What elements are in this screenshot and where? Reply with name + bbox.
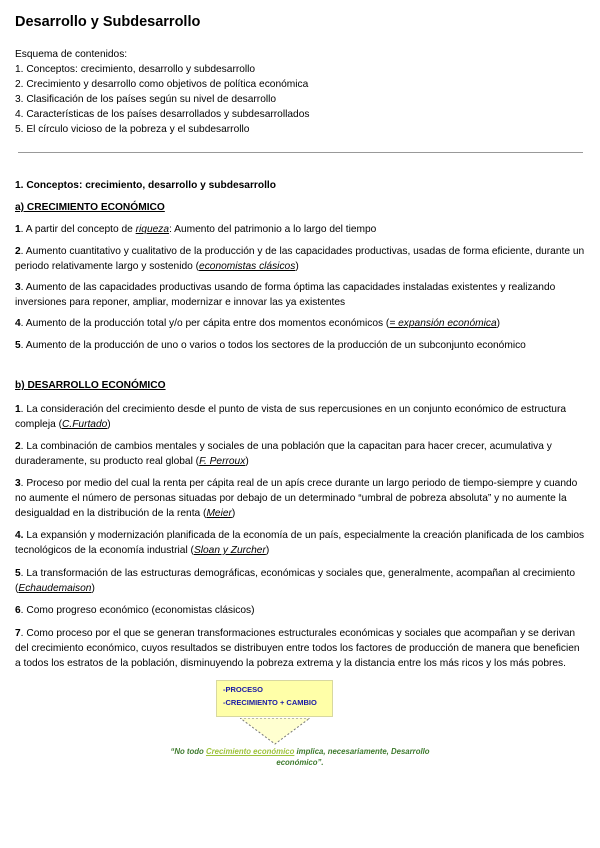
toc-item: 2. Crecimiento y desarrollo como objetivos de política económica — [15, 79, 309, 90]
toc-item: 4. Características de los países desarrollados y subdesarrollados — [15, 109, 310, 120]
crecimiento-heading: a) CRECIMIENTO ECONÓMICO — [15, 202, 165, 213]
desarrollo-item: 4. La expansión y modernización planificada de la economía de un país, especialmente la creación planificada de los cambios tecnológicos de la economía industrial (Sloan y Zurcher) — [15, 530, 585, 556]
reference: Meier — [206, 508, 232, 519]
diagram-caption: “No todo Crecimiento económico implica, necesariamente, Desarrollo económico”. — [170, 747, 430, 767]
desarrollo-item: 5. La transformación de las estructuras demográficas, económicas y sociales que, generalmente, acompañan al crecimiento (Echaudemaison) — [15, 568, 576, 594]
reference: Echaudemaison — [18, 583, 92, 594]
box-line: -CRECIMIENTO + CAMBIO — [223, 698, 317, 707]
crecimiento-item: 1. A partir del concepto de riqueza: Aumento del patrimonio a lo largo del tiempo — [15, 224, 377, 235]
toc-heading: Esquema de contenidos: — [15, 49, 128, 60]
crecimiento-item: 4. Aumento de la producción total y/o per cápita entre dos momentos económicos (= expansión económica) — [15, 318, 501, 329]
crecimiento-item: 2. Aumento cuantitativo y cualitativo de la producción y de las capacidades productivas, usadas de forma eficiente, durante un periodo relativamente largo y sostenido (economistas clásicos) — [15, 246, 585, 272]
desarrollo-item: 3. Proceso por medio del cual la renta per cápita real de un apís crece durante un largo periodo de tiempo-siempre y cuando no aumente el número de personas situadas por debajo de un determinado “umbral de pobreza absoluta” y no aumente la desigualdad en la distribución de la renta (Meier) — [15, 478, 578, 519]
reference: F. Perroux — [199, 456, 246, 467]
crecimiento-item: 5. Aumento de la producción de uno o varios o todos los sectores de la producción de un subconjunto económico — [15, 340, 526, 351]
desarrollo-item: 2. La combinación de cambios mentales y sociales de una población que la capacitan para hacer crecer, acumulativa y duraderamente, su producto real global (F. Perroux) — [15, 441, 552, 467]
reference: C.Furtado — [62, 419, 108, 430]
toc-item: 1. Conceptos: crecimiento, desarrollo y subdesarrollo — [15, 64, 256, 75]
reference: riqueza — [135, 224, 170, 235]
toc-item: 3. Clasificación de los países según su nivel de desarrollo — [15, 94, 277, 105]
table-of-contents — [15, 47, 309, 137]
desarrollo-heading: b) DESARROLLO ECONÓMICO — [15, 380, 166, 391]
caption-highlight: Crecimiento económico — [205, 747, 295, 756]
reference: Sloan y Zurcher — [193, 545, 266, 556]
desarrollo-item: 1. La consideración del crecimiento desde el punto de vista de sus repercusiones en un conjunto económico de estructura compleja (C.Furtado) — [15, 404, 567, 430]
crecimiento-item: 3. Aumento de las capacidades productivas usando de forma óptima las capacidades instaladas existentes y realizando inversiones para reponer, ampliar, modernizar e innovar las ya existentes — [15, 282, 556, 308]
document-title: Desarrollo y Subdesarrollo — [15, 14, 201, 30]
reference: economistas clásicos — [199, 261, 296, 272]
desarrollo-item: 7. Como proceso por el que se generan transformaciones estructurales económicas y sociales que acompañan y se derivan del crecimiento económico, cuyos resultados se distribuyen entre todos los factores de producción de manera que beneficien a todos los estratos de la población, disminuyendo la pobreza extrema y la distancia entre los más ricos y los más pobres. — [15, 628, 580, 669]
concept-box — [216, 680, 333, 717]
down-arrow-icon — [240, 718, 310, 746]
section-divider — [18, 152, 583, 153]
section-heading: 1. Conceptos: crecimiento, desarrollo y subdesarrollo — [15, 180, 276, 191]
desarrollo-item: 6. Como progreso económico (economistas clásicos) — [15, 605, 255, 616]
toc-item: 5. El círculo vicioso de la pobreza y el subdesarrollo — [15, 124, 250, 135]
box-line: -PROCESO — [223, 685, 264, 694]
reference: = expansión económica — [389, 318, 497, 329]
